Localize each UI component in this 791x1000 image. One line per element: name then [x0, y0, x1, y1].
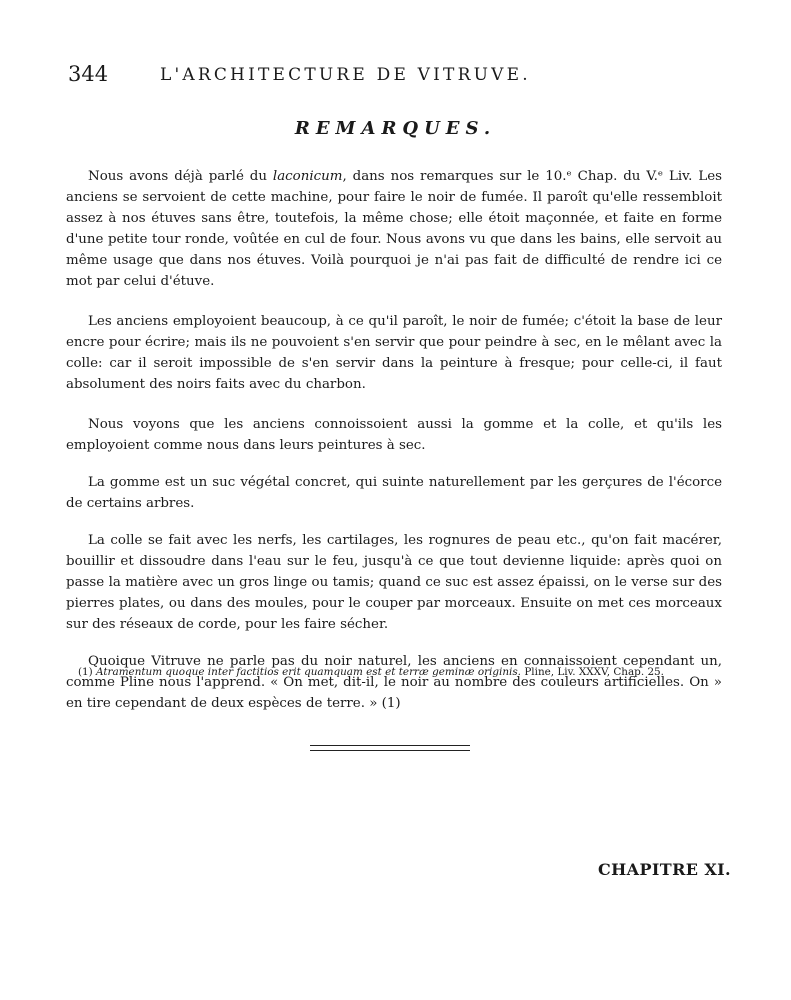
- paragraph-4: La gomme est un suc végétal concret, qui suinte naturellement par les gerçures de l'écorce de certains arbres.: [66, 475, 722, 511]
- paragraph-1-text-start: Nous avons déjà parlé du: [88, 169, 273, 184]
- laconicum-term: laconicum: [272, 169, 343, 184]
- next-chapter-heading: CHAPITRE XI.: [598, 860, 732, 879]
- paragraph-1-text-end: , dans nos remarques sur le 10.ᵉ Chap. du V.ᵉ Liv. Les anciens se servoient de cette machine, pour faire le noir de fumée. Il paroît qu'elle ressembloit assez à nos étuves sans être, toutefois, la même chose; elle étoit maçonnée, et faite en forme d'une petite tour ronde, voûtée en cul de four. Nous avons vu que dans les bains, elle servoit au même usage que dans nos étuves. Voilà pourquoi je n'ai pas fait de difficulté de rendre ici ce mot par celui d'étuve.: [66, 169, 723, 289]
- paragraph-2: Les anciens employoient beaucoup, à ce qu'il paroît, le noir de fumée; c'étoit la base de leur encre pour écrire; mais ils ne pouvoient s'en servir que pour peindre à sec, en le mêlant avec la colle: car il seroit impossible de s'en servir dans la peinture à fresque; pour celle-ci, il faut absolument des noirs faits avec du charbon.: [66, 314, 722, 392]
- page-header: [68, 62, 638, 90]
- paragraph-3: Nous voyons que les anciens connoissoient aussi la gomme et la colle, et qu'ils les employoient comme nous dans leurs peintures à sec.: [66, 417, 722, 453]
- running-head: L'ARCHITECTURE DE VITRUVE.: [160, 65, 531, 85]
- footnote: [78, 666, 718, 678]
- paragraph-6: Quoique Vitruve ne parle pas du noir naturel, les anciens en connaissoient cependant un, comme Pline nous l'apprend. « On met, dit-il, le noir au nombre des couleurs artificielles. On » en tire cependant de deux espèces de terre. » (1): [66, 654, 722, 711]
- body-text: [66, 166, 722, 733]
- footnote-latin-quote: Atramentum quoque inter factitios erit quamquam est et terræ geminæ originis.: [96, 666, 521, 678]
- footnote-marker: (1): [78, 666, 93, 678]
- page-number: 344: [68, 62, 109, 86]
- section-divider-rule: [310, 745, 470, 751]
- paragraph-5: La colle se fait avec les nerfs, les cartilages, les rognures de peau etc., qu'on fait macérer, bouillir et dissoudre dans l'eau sur le feu, jusqu'à ce que tout devienne liquide: après quoi on passe la matière avec un gros linge ou tamis; quand ce suc est assez épaissi, on le verse sur des pierres plates, ou dans des moules, pour le couper par morceaux. Ensuite on met ces morceaux sur des réseaux de corde, pour les faire sécher.: [66, 533, 722, 632]
- footnote-citation: Pline, Liv. XXXV, Chap. 25.: [524, 666, 664, 678]
- paragraph-1: [66, 166, 722, 292]
- section-title: REMARQUES.: [294, 118, 497, 139]
